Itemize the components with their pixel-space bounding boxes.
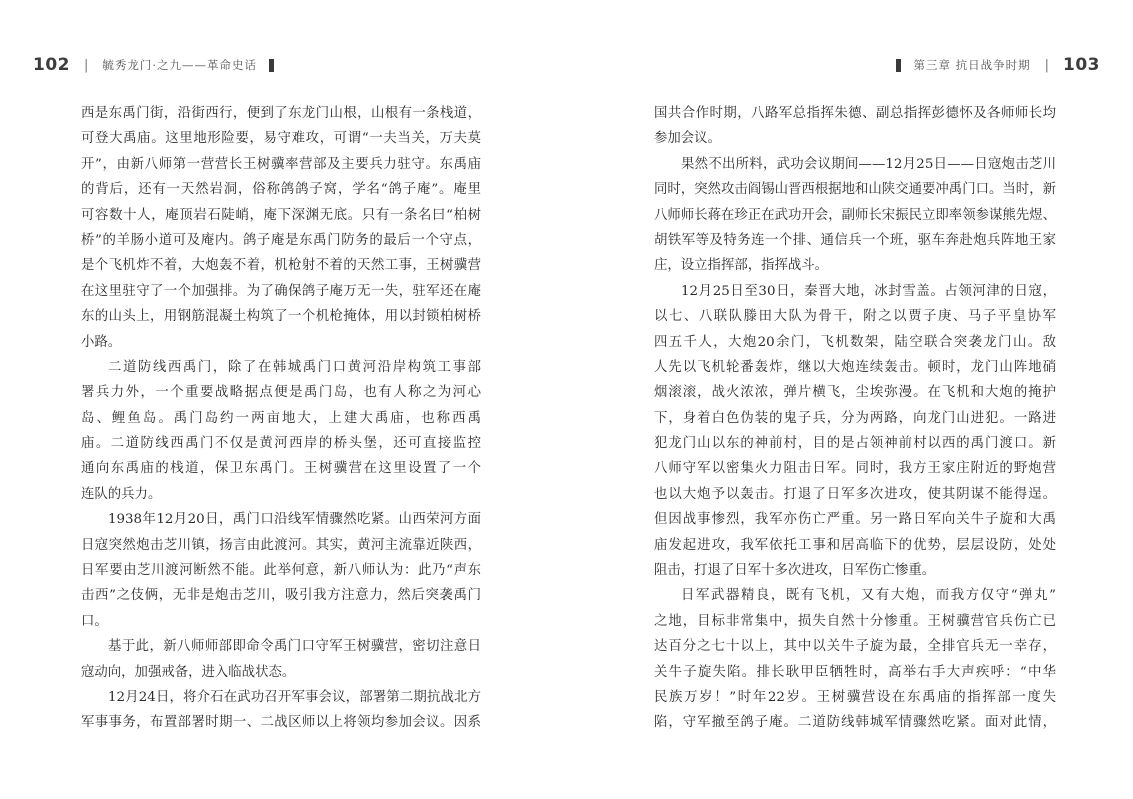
text-line: 军事事务，布置部署时期一、二战区师以上将领均参加会议。因系 (81, 715, 481, 731)
text-line: 二道防线西禹门，除了在韩城禹门口黄河沿岸构筑工事部 (108, 359, 481, 375)
text-line: 之地，目标非常集中，损失自然十分惨重。王树骥营官兵伤亡已 (654, 613, 1056, 629)
text-line: 寇动向，加强戒备，进入临战状态。 (81, 664, 296, 680)
text-line: 1938年12月20日，禹门口沿线军情骤然吃紧。山西荣河方面 (108, 512, 481, 528)
text-line: 基于此，新八师师部即命令禹门口守军王树骥营，密切注意日 (108, 639, 481, 655)
text-line: 连队的兵力。 (81, 486, 162, 502)
text-line: 犯龙门山以东的神前村，目的是占领神前村以西的禹门渡口。新 (654, 436, 1056, 452)
running-title: 毓秀龙门·之九——革命史话 (102, 58, 258, 72)
text-line: 下，身着白色伪装的鬼子兵，分为两路，向龙门山进犯。一路进 (654, 410, 1056, 426)
text-line: 口。 (81, 613, 108, 629)
text-line: 庄，设立指挥部，指挥战斗。 (654, 258, 829, 274)
header-divider: | (1044, 57, 1049, 73)
left-page (0, 0, 566, 799)
text-line: 庙。二道防线西禹门不仅是黄河西岸的桥头堡，还可直接监控 (81, 436, 481, 452)
text-line: 果然不出所料，武功会议期间——12月25日——日寇炮击芝川 (681, 156, 1056, 172)
text-line: 通向东禹庙的栈道，保卫东禹门。王树骥营在这里设置了一个 (81, 461, 481, 477)
text-line: 小路。 (81, 334, 122, 350)
text-line: 署兵力外，一个重要战略据点便是禹门岛，也有人称之为河心 (81, 385, 481, 401)
text-line: 12月25日至30日，秦晋大地，冰封雪盖。占领河津的日寇， (681, 283, 1056, 299)
text-line: 阻击，打退了日军十多次进攻，日军伤亡惨重。 (654, 563, 936, 579)
text-line: 国共合作时期，八路军总指挥朱德、副总指挥彭德怀及各师师长均 (654, 106, 1056, 121)
right-page (566, 0, 1133, 799)
page-number: 103 (1063, 55, 1100, 75)
text-line: 陷，守军撤至鸽子庵。二道防线韩城军情骤然吃紧。面对此情， (654, 715, 1056, 731)
text-line: 是个飞机炸不着，大炮轰不着，机枪射不着的天然工事，王树骥营 (81, 258, 481, 274)
text-line: 日军武器精良，既有飞机，又有大炮，而我方仅守“弹丸” (681, 588, 1056, 604)
text-line: 也以大炮予以轰击。打退了日军多次进攻，使其阴谋不能得逞。 (654, 486, 1056, 502)
left-page-text (81, 101, 481, 736)
page-number: 102 (33, 55, 70, 75)
text-line: 击西”之伎俩，无非是炮击芝川，吸引我方注意力，然后突袭禹门 (81, 588, 481, 604)
header-marker (896, 59, 901, 72)
left-page-header (33, 52, 286, 78)
running-title: 第三章 抗日战争时期 (913, 58, 1031, 72)
text-line: 西是东禹门街，沿街西行，便到了东龙门山根，山根有一条栈道， (81, 106, 481, 121)
header-marker (269, 59, 274, 72)
right-page-header (884, 52, 1100, 78)
text-line: 关牛子旋失陷。排长耿甲臣牺牲时，高举右手大声疾呼：“中华 (654, 664, 1056, 680)
text-line: 的背后，还有一天然岩洞，俗称鸽鸽子窝，学名“鸽子庵”。庵里 (81, 182, 481, 198)
right-page-text (654, 101, 1056, 736)
text-line: 岛、鲤鱼岛。禹门岛约一两亩地大，上建大禹庙，也称西禹 (81, 410, 481, 426)
text-line: 桥”的羊肠小道可及庵内。鸽子庵是东禹门防务的最后一个守点， (81, 232, 481, 248)
text-line: 参加会议。 (654, 131, 721, 147)
text-line: 胡铁军等及特务连一个排、通信兵一个班，驱车奔赴炮兵阵地王家 (654, 232, 1056, 248)
text-line: 烟滚滚，战火浓浓，弹片横飞，尘埃弥漫。在飞机和大炮的掩护 (654, 385, 1056, 401)
text-line: 同时，突然攻击阎锡山晋西根据地和山陕交通要冲禹门口。当时，新 (654, 182, 1056, 198)
text-line: 以七、八联队滕田大队为骨干，附之以贾子庚、马子平皇协军 (654, 309, 1056, 325)
text-line: 四五千人，大炮20余门，飞机数架，陆空联合突袭龙门山。敌 (654, 334, 1056, 350)
text-line: 庙发起进攻，我军依托工事和居高临下的优势，层层设防，处处 (654, 537, 1056, 553)
text-line: 可容数十人，庵顶岩石陡峭，庵下深渊无底。只有一条名曰“柏树 (81, 207, 481, 223)
text-line: 12月24日，将介石在武功召开军事会议，部署第二期抗战北方 (108, 689, 481, 705)
text-line: 但因战事惨烈，我军亦伤亡严重。另一路日军向关牛子旋和大禹 (654, 512, 1056, 528)
text-line: 东的山头上，用钢筋混凝土构筑了一个机枪掩体，用以封锁柏树桥 (81, 309, 481, 325)
text-line: 八师守军以密集火力阻击日军。同时，我方王家庄附近的野炮营 (654, 461, 1056, 477)
text-line: 民族万岁！”时年22岁。王树骥营设在东禹庙的指挥部一度失 (654, 689, 1056, 705)
text-line: 八师师长蒋在珍正在武功开会，副师长宋振民立即率领参谋熊先煜、 (654, 207, 1056, 223)
header-divider: | (84, 57, 89, 73)
text-line: 日军要由芝川渡河断然不能。此举何意，新八师认为：此乃“声东 (81, 563, 481, 579)
text-line: 日寇突然炮击芝川镇，扬言由此渡河。其实，黄河主流靠近陕西， (81, 537, 481, 553)
text-line: 开”，由新八师第一营营长王树骥率营部及主要兵力驻守。东禹庙 (81, 156, 481, 172)
text-line: 人先以飞机轮番轰炸，继以大炮连续轰击。顿时，龙门山阵地硝 (654, 359, 1056, 375)
text-line: 在这里驻守了一个加强排。为了确保鸽子庵万无一失，驻军还在庵 (81, 283, 481, 299)
text-line: 达百分之七十以上，其中以关牛子旋为最，全排官兵无一幸存， (654, 639, 1056, 655)
text-line: 可登大禹庙。这里地形险要，易守难攻，可谓“一夫当关，万夫莫 (81, 131, 481, 147)
